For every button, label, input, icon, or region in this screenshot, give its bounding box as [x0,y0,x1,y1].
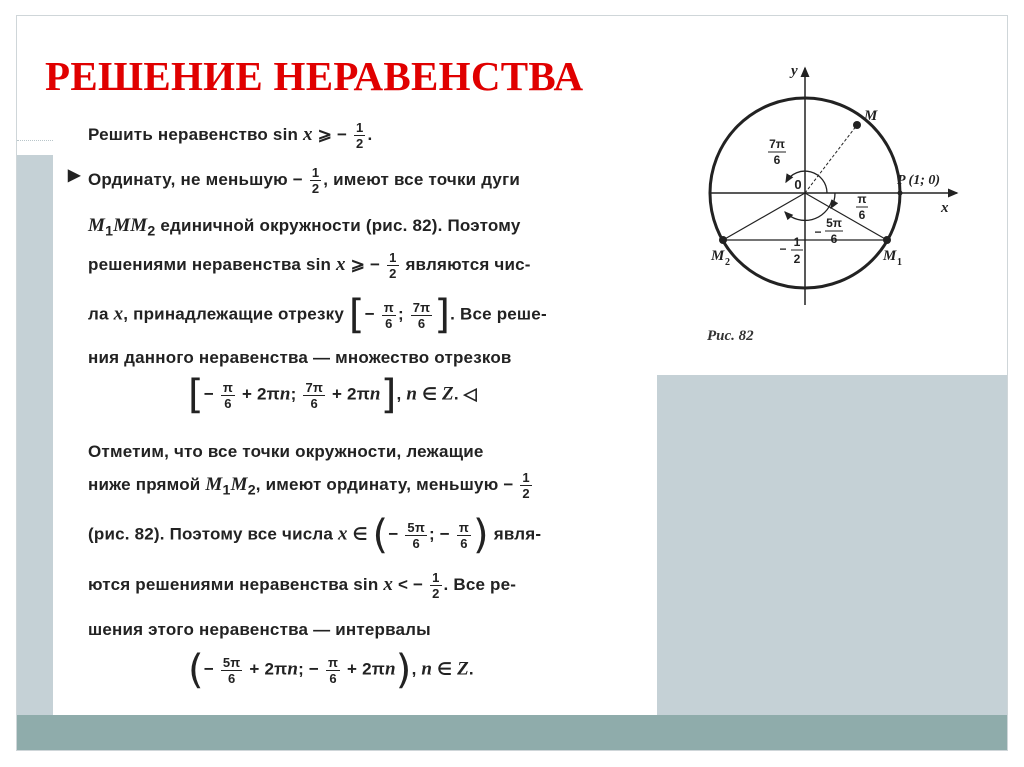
slide-title: РЕШЕНИЕ НЕРАВЕНСТВА [45,53,584,99]
solution-line-4: ла x, принадлежащие отрезку [− $\frac{\pi}{6}$ ; $\frac{7\pi}{6}$ ]. Все реше- [88,292,547,338]
slide-footer-bar [17,715,1007,750]
half-numerator: 1 [793,235,801,249]
angle-7pi-denominator: 6 [773,153,781,167]
note-line-2: ниже прямой $M_1M_2$, имеют ординату, меньшую − $\frac{1}{2}$ [88,470,530,501]
point-m2-subscript: 2 [725,257,730,268]
half-denominator: 2 [793,252,801,266]
point-m [853,121,861,129]
angle-7pi-numerator: 7π [769,137,785,151]
note-line-1: Отметим, что все точки окружности, лежащие [88,442,484,461]
point-m-label: M [864,108,878,124]
figure-unit-circle [657,60,1007,375]
note-line-6: (− $\frac{5\pi}{6}$ + 2πn; − $\frac{\pi}{6}$ + 2πn), n ∈ Z. [188,647,474,693]
solution-line-5: ния данного неравенства — множество отрезков [88,348,512,367]
point-m1-label: M [883,248,897,264]
origin-label: 0 [794,177,802,192]
point-m1-subscript: 1 [897,257,902,268]
angle-pi-numerator: π [857,192,867,206]
point-p [898,191,903,196]
background-band-left [17,155,53,715]
point-m2 [719,236,727,244]
x-axis-label: x [941,200,949,216]
y-axis-label: y [791,63,798,79]
solution-marker-icon: ▶ [68,167,81,184]
half-minus: − [779,242,787,256]
solution-line-1: ▶ Ординату, не меньшую − $\frac{1}{2}$ , имеют все точки дуги [68,165,521,196]
point-m1 [883,236,891,244]
solution-line-6: [− $\frac{\pi}{6}$ + 2πn; $\frac{7\pi}{6}$ + 2πn], n ∈ Z. ◁ [188,372,477,418]
arc-7pi-over-6 [786,171,827,193]
point-m2-label: M [711,248,725,264]
arc-minus-5pi-over-6 [785,200,832,220]
note-line-4: ются решениями неравенства sin x < − $\frac{1}{2}$ . Все ре- [88,570,517,601]
angle-5pi-denominator: 6 [830,232,838,246]
text-panel [53,110,657,712]
note-line-3: (рис. 82). Поэтому все числа x ∈ (− $\frac{5\pi}{6}$ ; − $\frac{\pi}{6}$ ) явля- [88,512,542,558]
point-p-label: P (1; 0) [897,173,941,188]
radius-to-m [805,125,857,193]
radius-to-m2 [723,193,805,240]
solution-line-3: решениями неравенства sin x ⩾ − $\frac{1}{2}$ являются чис- [88,250,531,281]
background-band-right [657,375,1007,715]
problem-statement: Решить неравенство sin x ⩾ − $\frac{1}{2}$ . [88,120,373,151]
solution-line-2: $M_1MM_2$ единичной окружности (рис. 82). Поэтому [88,215,521,240]
angle-pi-denominator: 6 [858,208,866,222]
note-line-5: шения этого неравенства — интервалы [88,620,431,639]
angle-5pi-minus: − [814,225,822,239]
angle-5pi-numerator: 5π [826,216,842,230]
figure-caption: Рис. 82 [707,328,754,344]
